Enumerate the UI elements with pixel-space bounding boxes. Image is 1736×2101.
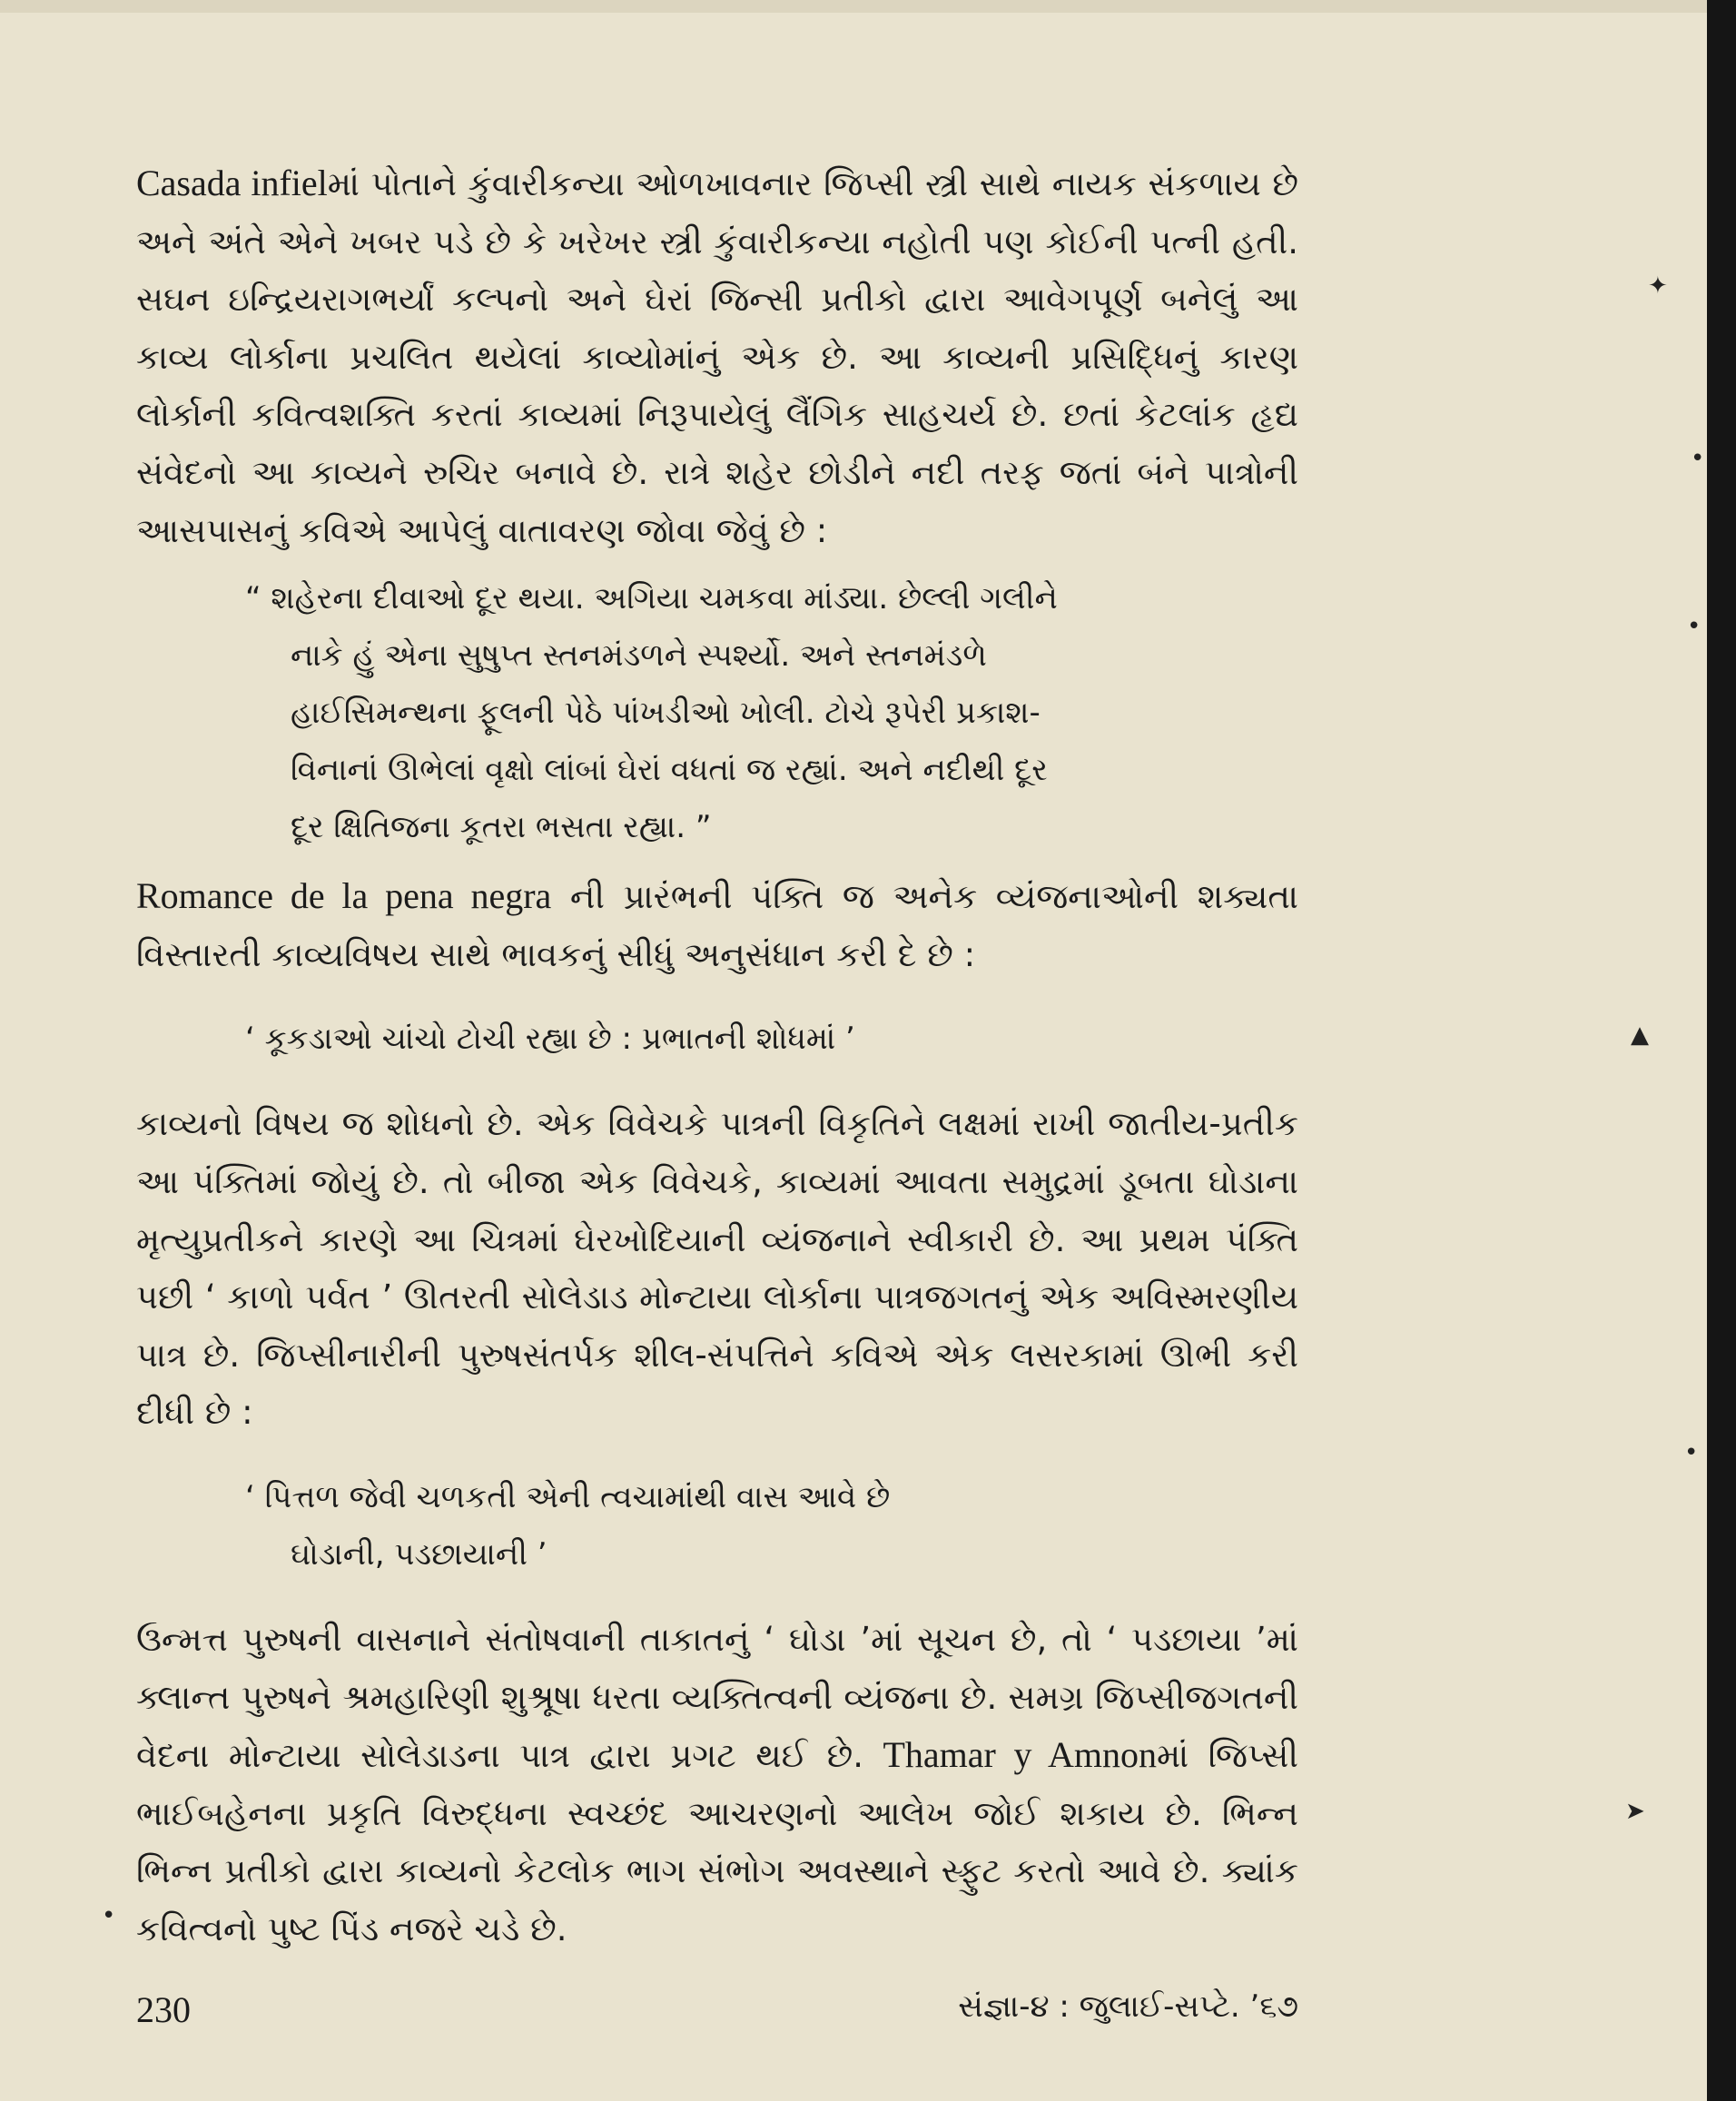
quote-line: ‘ કૂકડાઓ ચાંચો ટોચી રહ્યા છે : પ્રભાતની શોધમાં ’ (245, 1021, 855, 1058)
latin-title-thamar: Thamar y Amnon (883, 1734, 1157, 1776)
margin-mark-icon: • (102, 1902, 116, 1929)
latin-title-casada-infiel: Casada infiel (136, 163, 328, 203)
margin-mark-icon: ✦ (1648, 272, 1668, 300)
quote-line: ઘોડાની, પડછાયાની ’ (291, 1535, 547, 1573)
margin-mark-icon: • (1687, 613, 1701, 640)
quote-line: “ શહેરના દીવાઓ દૂર થયા. અગિયા ચમકવા માંડ્યા. છેલ્લી ગલીને (245, 580, 1058, 617)
book-binding-edge (1707, 0, 1736, 2101)
latin-title-romance: Romance de la pena negra (136, 875, 552, 917)
paragraph-casada-infiel (136, 154, 1298, 559)
running-head: સંજ્ઞા-૪ : જુલાઈ-સપ્ટે. ’૬૭ (958, 1988, 1298, 2025)
quote-line: વિનાનાં ઊભેલાં વૃક્ષો લાંબાં ઘેરાં વધતાં જ રહ્યાં. અને નદીથી દૂર (291, 752, 1048, 789)
quote-block-2 (136, 1011, 1298, 1068)
paragraph-text: માં જિપ્સી ભાઈબહેનના પ્રકૃતિ વિરુદ્ધના સ્વચ્છંદ આચરણનો આલેખ જોઈ શકાય છે. ભિન્ન ભિન્ન પ્રતીકો દ્વારા કાવ્યનો કેટલોક ભાગ સંભોગ અવસ્થાને સ્ફુટ કરતો આવે છે. ક્યાંક કવિત્વનો પુષ્ટ પિંડ નજરે ચડે છે. (136, 1736, 1298, 1948)
paragraph-text: કાવ્યનો વિષય જ શોધનો છે. એક વિવેચકે પાત્રની વિકૃતિને લક્ષમાં રાખી જાતીય-પ્રતીક આ પંક્તિમાં જોયું છે. તો બીજા એક વિવેચકે, કાવ્યમાં આવતા સમુદ્રમાં ડૂબતા ઘોડાના મૃત્યુપ્રતીકને કારણે આ ચિત્રમાં ઘેરખોદિયાની વ્યંજનાને સ્વીકારી છે. આ પ્રથમ પંક્તિ પછી ‘ કાળો પર્વત ’ ઊતરતી સોલેડાડ મોન્ટાયા લોર્કાના પાત્રજગતનું એક અવિસ્મરણીય પાત્ર છે. જિપ્સીનારીની પુરુષસંતર્પક શીલ-સંપત્તિને કવિએ એક લસરકામાં ઊભી કરી દીધી છે : (136, 1104, 1298, 1433)
margin-mark-icon: • (1684, 1439, 1699, 1466)
quote-block-3 (136, 1469, 1298, 1583)
paragraph-text: ઉન્મત્ત પુરુષની વાસનાને સંતોષવાની તાકાતનું ‘ ઘોડા ’માં સૂચન છે, તો ‘ પડછાયા ’માં ક્લાન્ત પુરુષને શ્રમહારિણી શુશ્રૂષા ધરતા વ્યક્તિત્વની વ્યંજના છે. સમગ્ર જિપ્સીજગતની વેદના મોન્ટાયા સોલેડાડના પાત્ર દ્વારા પ્રગટ થઈ છે. (136, 1619, 1298, 1776)
quote-block-1 (136, 570, 1298, 856)
paragraph-vishay (136, 1095, 1298, 1442)
quote-line: ‘ પિત્તળ જેવી ચળકતી એની ત્વચામાંથી વાસ આવે છે (245, 1478, 891, 1515)
quote-line: નાકે હું એના સુષુપ્ત સ્તનમંડળને સ્પર્શ્યો. અને સ્તનમંડળે (291, 637, 987, 675)
margin-mark-icon: ➤ (1625, 1798, 1645, 1825)
margin-mark-icon: • (1691, 445, 1705, 472)
page-footer (136, 1988, 1298, 2043)
margin-mark-icon: ▲ (1631, 1021, 1649, 1049)
body-text (136, 154, 1298, 1958)
quote-line: હાઈસિમન્થના ફૂલની પેઠે પાંખડીઓ ખોલી. ટોચે રૂપેરી પ્રકાશ- (291, 695, 1041, 732)
paragraph-unmatt (136, 1611, 1298, 1958)
paragraph-text: ની પ્રારંભની પંક્તિ જ અનેક વ્યંજનાઓની શક્યતા વિસ્તારતી કાવ્યવિષય સાથે ભાવકનું સીધું અનુસંધાન કરી દે છે : (136, 877, 1298, 974)
page-top-edge (0, 0, 1707, 13)
quote-line: દૂર ક્ષિતિજના કૂતરા ભસતા રહ્યા. ” (291, 809, 712, 846)
page-number: 230 (136, 1989, 191, 2030)
paragraph-text: માં પોતાને કુંવારીકન્યા ઓળખાવનાર જિપ્સી સ્ત્રી સાથે નાયક સંકળાય છે અને અંતે એને ખબર પડે છે કે ખરેખર સ્ત્રી કુંવારીકન્યા નહોતી પણ કોઈની પત્ની હતી. સઘન ઇન્દ્રિયરાગભર્યાં કલ્પનો અને ઘેરાં જિન્સી પ્રતીકો દ્વારા આવેગપૂર્ણ બનેલું આ કાવ્ય લોર્કાના પ્રચલિત થયેલાં કાવ્યોમાંનું એક છે. આ કાવ્યની પ્રસિદ્ધિનું કારણ લોર્કાની કવિત્વશક્તિ કરતાં કાવ્યમાં નિરૂપાયેલું લૈંગિક સાહચર્ય છે. છતાં કેટલાંક હૃદ્ય સંવેદનો આ કાવ્યને રુચિર બનાવે છે. રાત્રે શહેર છોડીને નદી તરફ જતાં બંને પાત્રોની આસપાસનું કવિએ આપેલું વાતાવરણ જોવા જેવું છે : (136, 164, 1298, 550)
paragraph-romance-pena-negra (136, 867, 1298, 983)
